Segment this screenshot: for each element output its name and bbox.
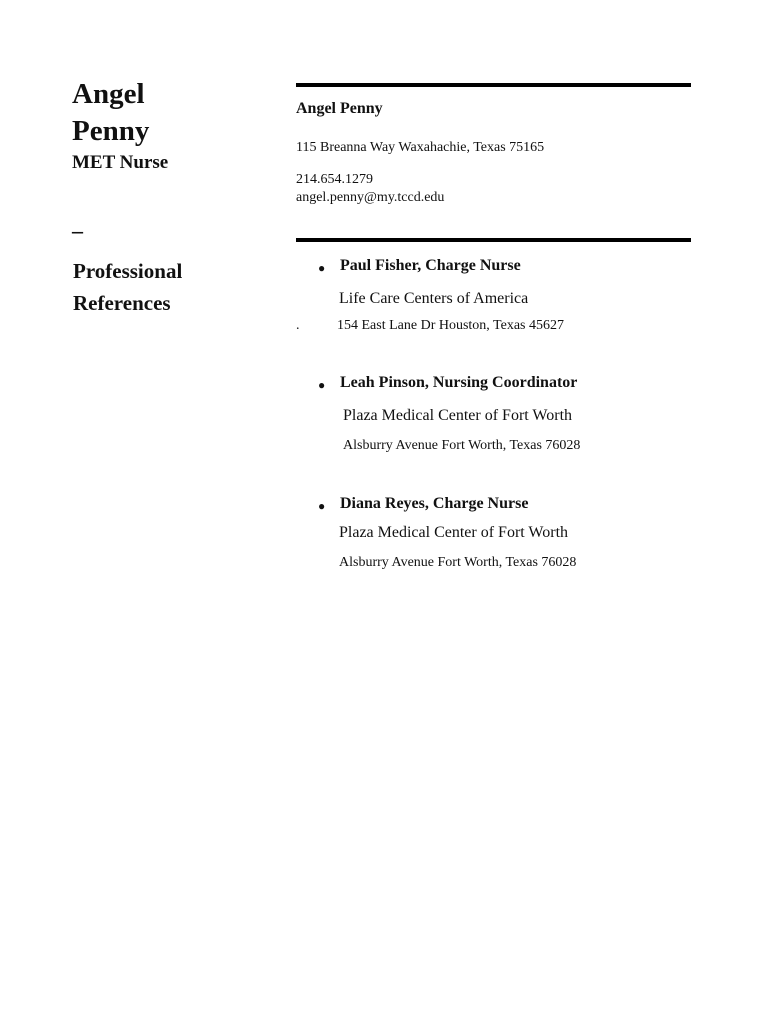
section-heading-line1: Professional <box>73 259 183 283</box>
bullet-icon: ● <box>318 499 326 513</box>
job-title: MET Nurse <box>72 152 169 173</box>
reference-name: Diana Reyes, Charge Nurse <box>340 495 529 512</box>
stray-period: . <box>296 318 300 333</box>
reference-name: Leah Pinson, Nursing Coordinator <box>340 374 578 391</box>
contact-phone: 214.654.1279 <box>296 172 373 187</box>
top-divider <box>296 83 691 87</box>
resume-name-block <box>72 76 149 150</box>
contact-email[interactable]: angel.penny@my.tccd.edu <box>296 190 445 205</box>
bullet-icon: ● <box>318 378 326 392</box>
contact-name: Angel Penny <box>296 100 383 117</box>
section-divider <box>296 238 691 242</box>
reference-address: Alsburry Avenue Fort Worth, Texas 76028 <box>343 438 581 453</box>
reference-organization: Life Care Centers of America <box>339 290 529 307</box>
reference-address: Alsburry Avenue Fort Worth, Texas 76028 <box>339 555 577 570</box>
last-name: Penny <box>72 115 150 147</box>
contact-address: 115 Breanna Way Waxahachie, Texas 75165 <box>296 140 545 155</box>
section-heading-line2: References <box>73 291 171 315</box>
reference-name: Paul Fisher, Charge Nurse <box>340 257 521 274</box>
first-name: Angel <box>72 78 145 110</box>
section-heading <box>73 255 182 319</box>
section-dash: – <box>72 218 83 243</box>
bullet-icon: ● <box>318 261 326 275</box>
reference-organization: Plaza Medical Center of Fort Worth <box>339 524 569 541</box>
reference-organization: Plaza Medical Center of Fort Worth <box>343 407 573 424</box>
reference-address: 154 East Lane Dr Houston, Texas 45627 <box>337 318 565 333</box>
